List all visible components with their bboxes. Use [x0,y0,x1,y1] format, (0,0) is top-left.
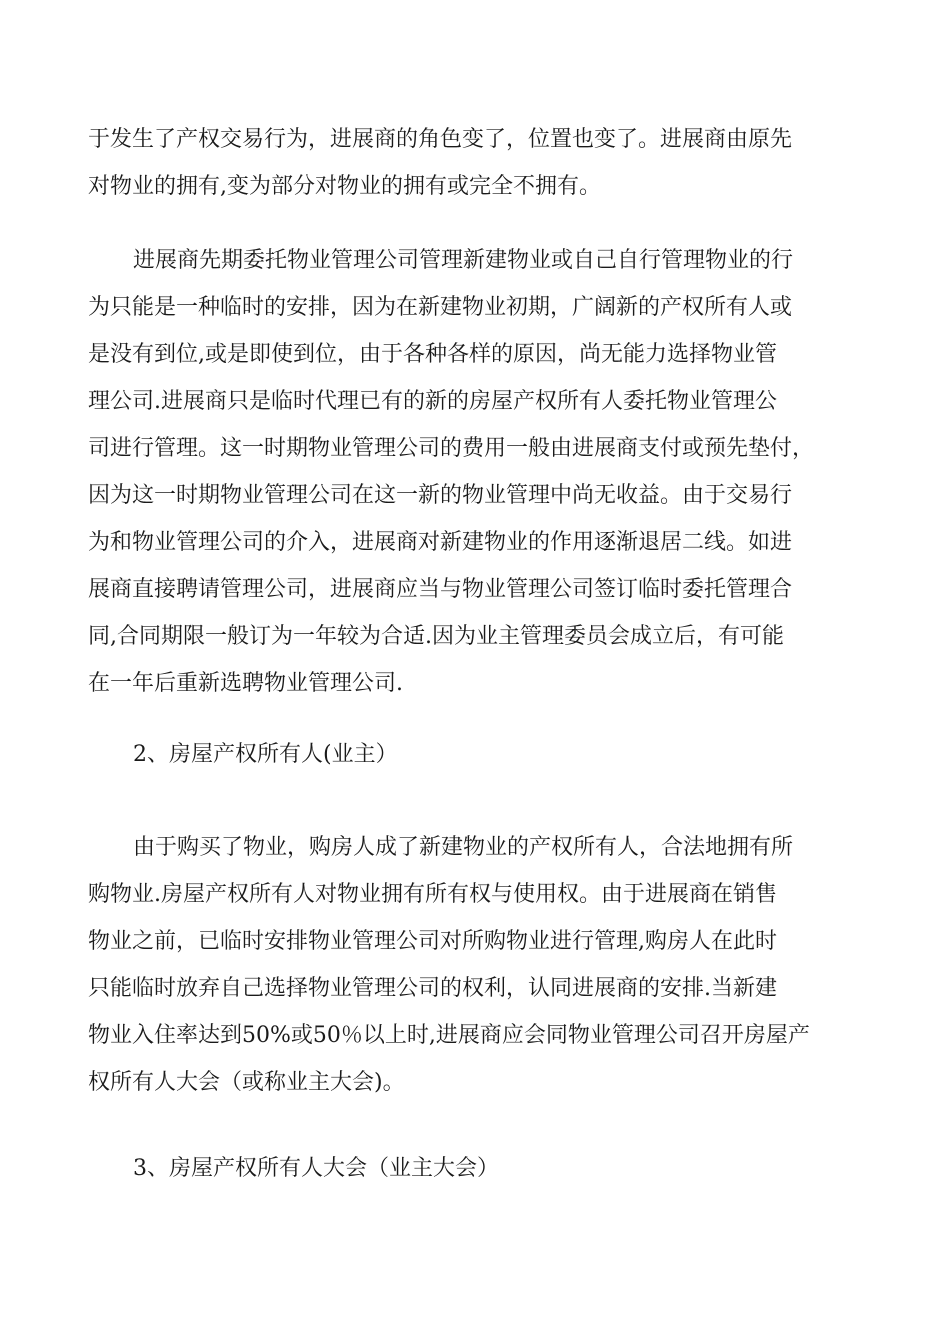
text-line: 由于购买了物业，购房人成了新建物业的产权所有人，合法地拥有所 [133,835,794,860]
text-line: 展商直接聘请管理公司，进展商应当与物业管理公司签订临时委托管理合 [88,577,793,602]
section-heading-owners-assembly [88,1145,863,1192]
text-line: 司进行管理。这一时期物业管理公司的费用一般由进展商支付或预先垫付， [88,436,815,461]
text-line: 物业之前，已临时安排物业管理公司对所购物业进行管理,购房人在此时 [88,929,777,954]
text-line: 进展商先期委托物业管理公司管理新建物业或自己自行管理物业的行 [133,248,794,273]
text-line: 购物业.房屋产权所有人对物业拥有所有权与使用权。由于进展商在销售 [88,882,777,907]
text-line: 权所有人大会（或称业主大会)。 [88,1070,405,1095]
text-line: 于发生了产权交易行为，进展商的角色变了，位置也变了。进展商由原先 [88,127,793,152]
text-line: 物业入住率达到50%或50％以上时,进展商应会同物业管理公司召开房屋产 [88,1023,810,1048]
section-heading-owner [88,731,863,778]
text-line: 是没有到位,或是即使到位，由于各种各样的原因，尚无能力选择物业管 [88,342,777,367]
text-line: 因为这一时期物业管理公司在这一新的物业管理中尚无收益。由于交易行 [88,483,793,508]
text-line: 只能临时放弃自己选择物业管理公司的权利，认同进展商的安排.当新建 [88,976,777,1001]
section-heading-text: 3、房屋产权所有人大会（业主大会） [133,1156,499,1181]
text-line: 对物业的拥有,变为部分对物业的拥有或完全不拥有。 [88,174,601,199]
text-line: 为和物业管理公司的介入，进展商对新建物业的作用逐渐退居二线。如进 [88,530,793,555]
paragraph-continuation [88,116,863,210]
paragraph-owner-rights [88,824,863,1106]
paragraph-developer-role [88,237,863,707]
text-line: 为只能是一种临时的安排，因为在新建物业初期，广阔新的产权所有人或 [88,295,793,320]
text-line: 同,合同期限一般订为一年较为合适.因为业主管理委员会成立后，有可能 [88,624,784,649]
text-line: 理公司.进展商只是临时代理已有的新的房屋产权所有人委托物业管理公 [88,389,777,414]
section-heading-text: 2、房屋产权所有人(业主） [133,742,398,767]
text-line: 在一年后重新选聘物业管理公司. [88,671,403,696]
